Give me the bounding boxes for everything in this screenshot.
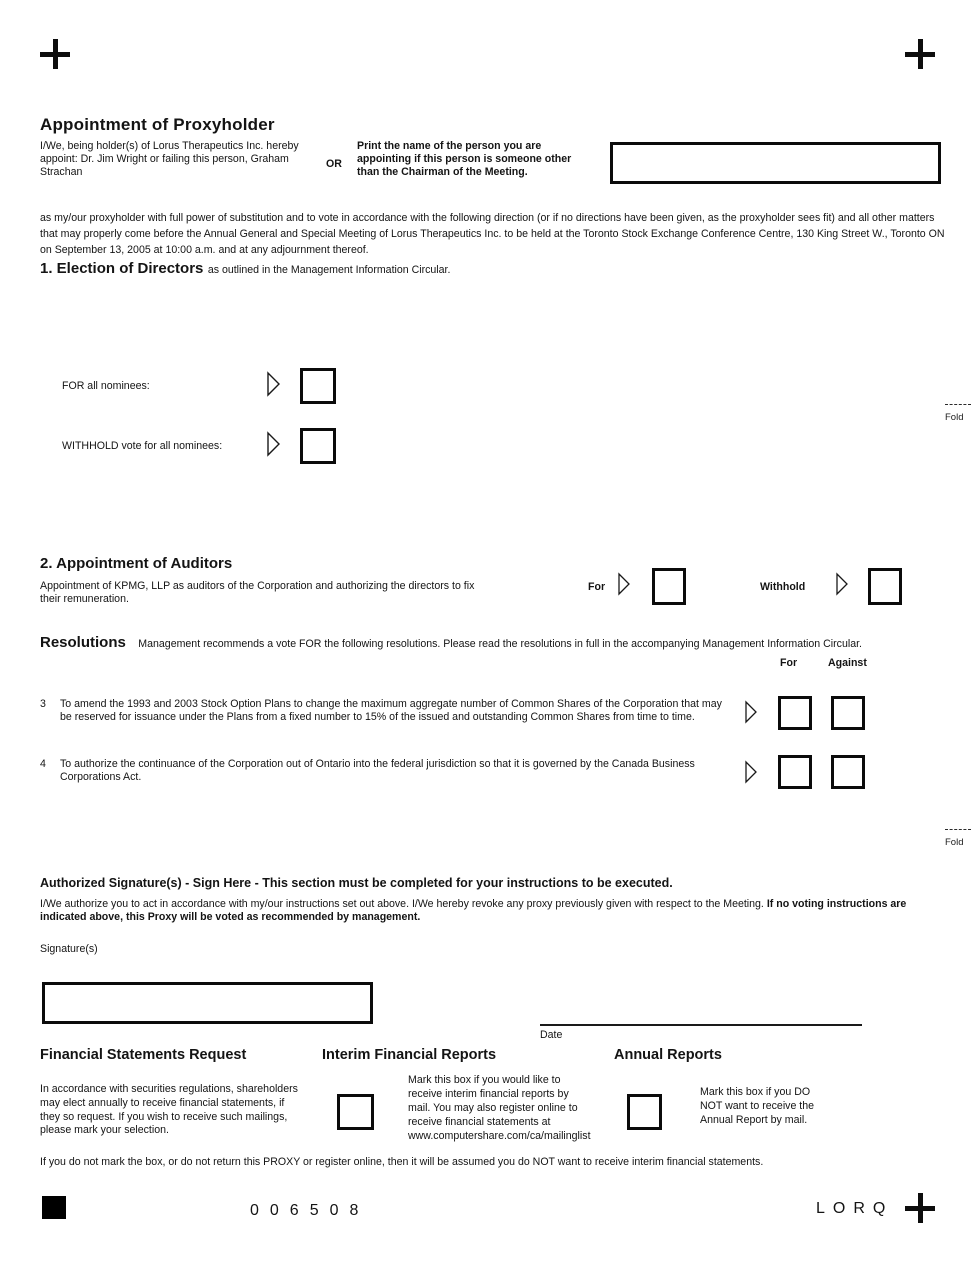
resolutions-title: Resolutions [40,634,126,651]
auditors-withhold-label: Withhold [760,581,806,593]
pointer-triangle-icon [744,760,758,784]
resolution-4-text: To authorize the continuance of the Corporation out of Ontario into the federal jurisdiction so that it is governed by the Canada Business Corporations Act. [60,758,695,784]
financial-statements-text: In accordance with securities regulations, shareholders may elect annually to receive financial statements, if they so request. If you wish to receive such mailings, please mark your selection. [40,1083,298,1137]
auditors-for-checkbox[interactable] [652,568,686,605]
annual-reports-text: Mark this box if you DO NOT want to receive the Annual Report by mail. [700,1086,815,1126]
fold-marker [945,829,973,850]
election-subtitle: as outlined in the Management Information Circular. [207,264,451,276]
fold-dash-line [945,829,971,830]
proxyholder-name-input[interactable] [610,142,941,184]
pointer-triangle-icon [617,572,631,596]
auditors-section-title: 2. Appointment of Auditors [40,555,233,572]
or-label: OR [326,158,342,170]
date-field[interactable] [540,1024,862,1026]
form-code: 006508 [250,1202,370,1219]
resolution-4-against-checkbox[interactable] [831,755,865,789]
authorization-paragraph: as my/our proxyholder with full power of substitution and to vote in accordance with the following direction (or if no directions have been given, as the proxyholder sees fit) and all other matters that may properly come before the Annual General and Special Meeting of Lorus Therapeutics Inc. to be held at the Toronto Stock Exchange Conference Centre, 130 King Street W., Toronto ON on September 13, 2005 at 10:00 a.m. and at any adjournment thereof. [40,212,945,256]
resolutions-subtitle: Management recommends a vote FOR the following resolutions. Please read the resolutions in full in the accompanying Management Information Circular. [138,638,862,650]
annual-reports-checkbox[interactable] [627,1094,662,1130]
signatures-label: Signature(s) [40,943,98,955]
signature-instructions-normal: I/We authorize you to act in accordance with my/our instructions set out above. I/We hereby revoke any proxy previously given with respect to the Meeting. [40,898,767,910]
auditors-for-label: For [588,581,606,593]
interim-reports-checkbox[interactable] [337,1094,374,1130]
for-all-nominees-label: FOR all nominees: [62,380,150,392]
signature-instructions-bold: If no voting instructions are indicated above, this Proxy will be voted as recommended by management. [40,898,907,924]
signature-input[interactable] [42,982,373,1024]
pointer-triangle-icon [744,700,758,724]
form-mark: LORQ [816,1200,894,1217]
resolution-3-number: 3 [40,698,46,710]
date-label: Date [540,1029,563,1041]
auditors-withhold-checkbox[interactable] [868,568,902,605]
pointer-triangle-icon [266,371,281,397]
pointer-triangle-icon [266,431,281,457]
resolutions-for-header: For [780,657,798,669]
resolution-3-for-checkbox[interactable] [778,696,812,730]
fold-dash-line [945,404,971,405]
resolutions-against-header: Against [828,657,867,669]
crop-mark-top-right-icon [905,39,935,69]
registration-mark [42,1196,66,1219]
signature-section-title: Authorized Signature(s) - Sign Here - This section must be completed for your instructions to be executed. [40,876,673,890]
mailing-note: If you do not mark the box, or do not return this PROXY or register online, then it will be assumed you do NOT want to receive interim financial statements. [40,1156,764,1168]
auditors-description: Appointment of KPMG, LLP as auditors of the Corporation and authorizing the directors to fix their remuneration. [40,580,475,606]
resolution-4-for-checkbox[interactable] [778,755,812,789]
for-all-nominees-checkbox[interactable] [300,368,336,404]
resolution-4-number: 4 [40,758,46,770]
election-section-title [40,260,450,278]
election-title: 1. Election of Directors [40,260,204,277]
crop-mark-top-left-icon [40,39,70,69]
financial-statements-title: Financial Statements Request [40,1047,247,1063]
annual-reports-title: Annual Reports [614,1047,722,1063]
resolutions-header [40,634,940,652]
resolution-3-text: To amend the 1993 and 2003 Stock Option Plans to change the maximum aggregate number of Common Shares of the Corporation that may be reserved for issuance under the Plans from a fixed number to 15% of the issued and outstanding Common Shares from time to time. [60,698,722,724]
fold-marker [945,404,973,425]
fold-label: Fold [945,412,964,423]
proxyholder-section-title: Appointment of Proxyholder [40,115,275,134]
interim-reports-title: Interim Financial Reports [322,1047,497,1063]
proxyholder-holder-text: I/We, being holder(s) of Lorus Therapeutics Inc. hereby appoint: Dr. Jim Wright or failing this person, Graham Strachan [40,140,299,179]
withhold-all-nominees-label: WITHHOLD vote for all nominees: [62,440,223,452]
signature-instructions [40,898,912,924]
resolution-3-against-checkbox[interactable] [831,696,865,730]
fold-label: Fold [945,837,964,848]
interim-reports-text: Mark this box if you would like to receive interim financial reports by mail. You may also register online to receive financial statements at www.computershare.com/ca/mailinglist [408,1074,591,1142]
crop-mark-bottom-right-icon [905,1193,935,1223]
pointer-triangle-icon [835,572,849,596]
withhold-all-nominees-checkbox[interactable] [300,428,336,464]
print-name-instruction: Print the name of the person you are appointing if this person is someone other than the Chairman of the Meeting. [357,140,572,179]
